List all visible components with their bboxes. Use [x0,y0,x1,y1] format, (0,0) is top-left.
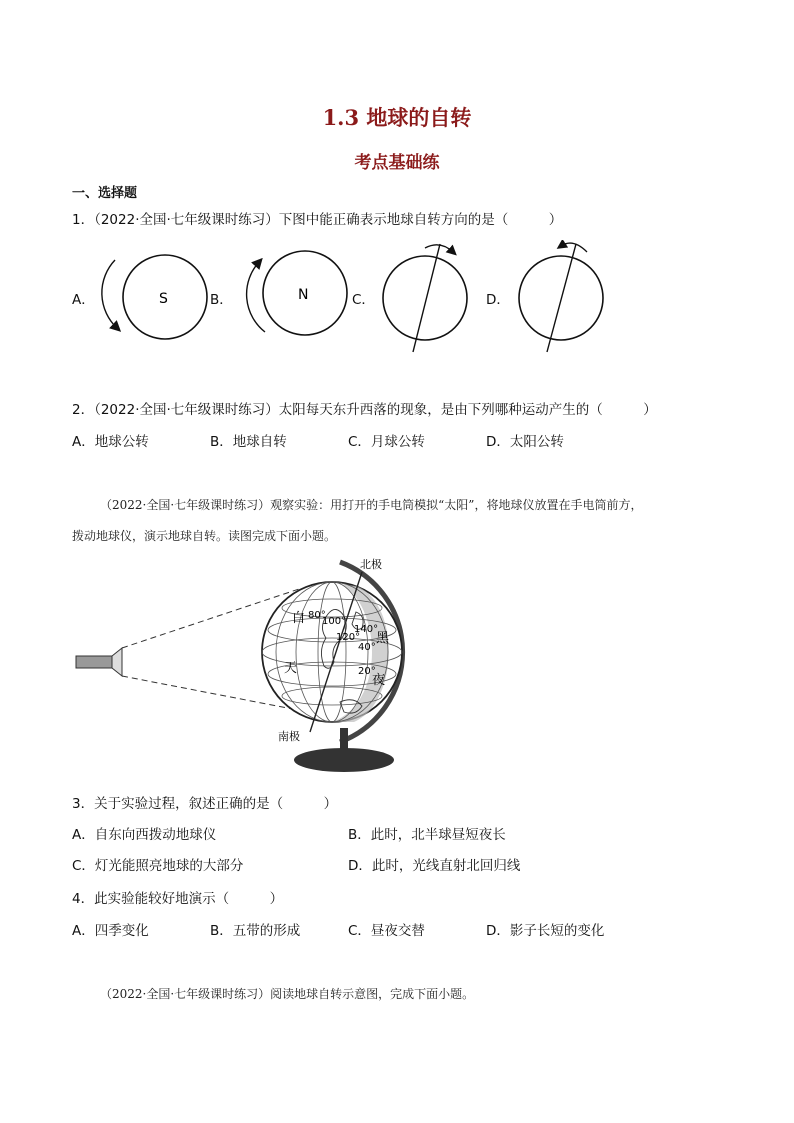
q2-option-a: A．地球公转 [72,434,149,450]
night-label-1: 黑 [376,631,390,646]
q4-option-c: C．昼夜交替 [348,923,425,939]
lon-140-label: 140° [354,624,379,635]
q3-option-b: B．此时，北半球昼短夜长 [348,827,506,843]
globe-a-label: S [159,291,168,307]
lat-20-label: 20° [358,666,376,677]
question-1-stem: 1．（2022·全国·七年级课时练习）下图中能正确表示地球自转方向的是（ ） [72,212,563,228]
lon-120-label: 120° [336,632,361,643]
q3-option-c: C．灯光能照亮地球的大部分 [72,858,244,874]
experiment-figure [70,552,430,784]
q1-label-c: C． [352,292,375,308]
globe-b-label: N [298,287,309,303]
q1-globe-diagrams [95,240,615,360]
intro-1-line-2: 拨动地球仪，演示地球自转。读图完成下面小题。 [72,529,337,543]
north-pole-label: 北极 [360,558,382,571]
globe [262,572,402,732]
question-4-stem: 4．此实验能较好地演示（ ） [72,891,284,907]
day-label-1: 白 [292,611,306,626]
q2-option-c: C．月球公转 [348,434,425,450]
q4-option-a: A．四季变化 [72,923,149,939]
intro-2-line-1: （2022·全国·七年级课时练习）阅读地球自转示意图，完成下面小题。 [100,987,475,1001]
rotation-arrow-icon [247,262,265,332]
flashlight-icon [76,648,122,676]
q4-option-b: B．五带的形成 [210,923,301,939]
night-label-2: 夜 [372,673,386,688]
globe-a [102,255,207,339]
question-2-stem: 2．（2022·全国·七年级课时练习）太阳每天东升西落的现象，是由下列哪种运动产生的（ ） [72,402,657,418]
rotation-arrow-icon [102,260,117,328]
south-pole-label: 南极 [278,730,300,743]
lat-80-label: 80° [308,610,326,621]
lat-40-label: 40° [358,642,376,653]
q4-option-d: D．影子长短的变化 [486,923,605,939]
q2-option-d: D．太阳公转 [486,434,564,450]
globe-b [247,251,347,335]
intro-1-line-1: （2022·全国·七年级课时练习）观察实验：用打开的手电筒模拟“太阳”，将地球仪放置在手电筒前方， [100,498,643,512]
question-3-stem: 3．关于实验过程，叙述正确的是（ ） [72,796,338,812]
section-heading: 一、选择题 [72,186,138,201]
q3-option-a: A．自东向西拨动地球仪 [72,827,217,843]
page-title: 1.3 地球的自转 [322,105,472,130]
q3-option-d: D．此时，光线直射北回归线 [348,858,521,874]
page-subtitle: 考点基础练 [354,153,440,173]
q1-label-a: A． [72,292,95,308]
globe-d [519,243,603,352]
lon-100-label: 100° [322,616,347,627]
q1-label-b: B． [210,292,233,308]
q1-label-d: D． [486,292,510,308]
q2-option-b: B．地球自转 [210,434,287,450]
day-label-2: 天 [284,661,298,676]
globe-c [383,244,467,352]
